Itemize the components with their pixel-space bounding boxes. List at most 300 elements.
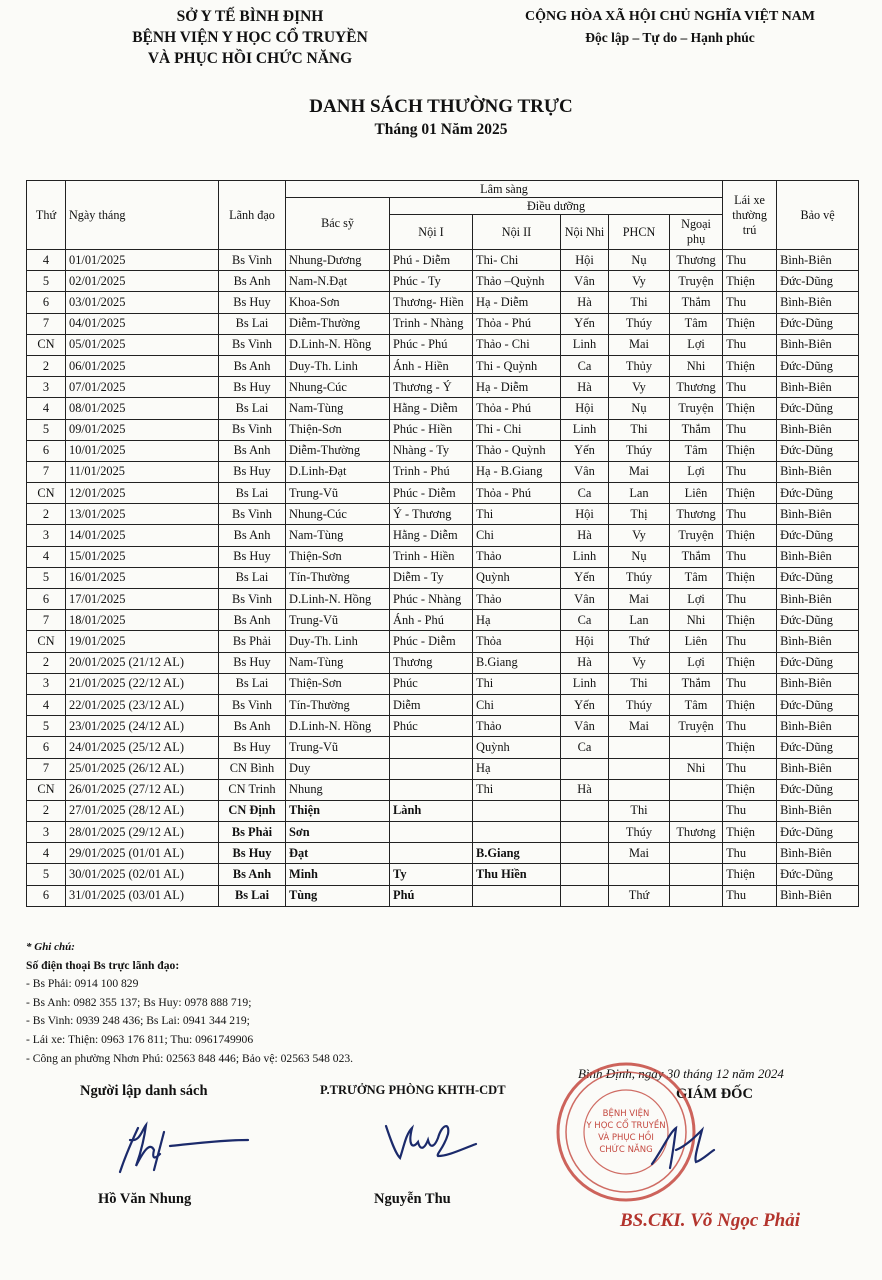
cell-ngay: 09/01/2025	[66, 419, 219, 440]
cell-phcn: Thi	[609, 800, 670, 821]
cell-bacsy: Thiện-Sơn	[286, 419, 390, 440]
cell-laixe: Thu	[723, 504, 777, 525]
cell-noinhi: Hội	[561, 250, 609, 271]
table-row	[27, 334, 859, 355]
cell-lanhdao: Bs Lai	[219, 673, 286, 694]
cell-ngay: 13/01/2025	[66, 504, 219, 525]
cell-phcn: Nụ	[609, 250, 670, 271]
cell-noi1: Ý - Thương	[390, 504, 473, 525]
table-row	[27, 461, 859, 482]
cell-ngay: 27/01/2025 (28/12 AL)	[66, 800, 219, 821]
cell-ngoaiphu: Tâm	[670, 440, 723, 461]
table-row	[27, 313, 859, 334]
cell-laixe: Thu	[723, 631, 777, 652]
notes-line: - Công an phường Nhơn Phú: 02563 848 446; Bảo vệ: 02563 548 023.	[26, 1051, 354, 1065]
cell-bacsy: Nhung-Cúc	[286, 377, 390, 398]
cell-noi2: Thi - Chi	[473, 419, 561, 440]
cell-baove: Đức-Dũng	[777, 822, 859, 843]
cell-noi1: Ánh - Hiền	[390, 355, 473, 376]
cell-noinhi: Hà	[561, 652, 609, 673]
table-row	[27, 885, 859, 906]
cell-baove: Đức-Dũng	[777, 694, 859, 715]
cell-noi1: Phúc - Diễm	[390, 483, 473, 504]
cell-lanhdao: CN Định	[219, 800, 286, 821]
cell-ngoaiphu: Thương	[670, 822, 723, 843]
cell-bacsy: Trung-Vũ	[286, 610, 390, 631]
col-phcn: PHCN	[609, 215, 670, 250]
cell-ngoaiphu: Truyện	[670, 398, 723, 419]
cell-phcn: Mai	[609, 461, 670, 482]
cell-baove: Bình-Biên	[777, 292, 859, 313]
cell-noi1: Diễm	[390, 694, 473, 715]
cell-baove: Đức-Dũng	[777, 355, 859, 376]
cell-lanhdao: Bs Lai	[219, 398, 286, 419]
cell-noinhi: Linh	[561, 546, 609, 567]
cell-lanhdao: Bs Huy	[219, 546, 286, 567]
cell-bacsy: Minh	[286, 864, 390, 885]
cell-baove: Đức-Dũng	[777, 567, 859, 588]
cell-noi2: Thảo	[473, 716, 561, 737]
cell-lanhdao: Bs Vinh	[219, 694, 286, 715]
cell-phcn: Mai	[609, 843, 670, 864]
cell-baove: Đức-Dũng	[777, 779, 859, 800]
cell-noinhi: Ca	[561, 483, 609, 504]
cell-noi1	[390, 737, 473, 758]
notes-heading: Số điện thoại Bs trực lãnh đạo:	[26, 958, 180, 972]
cell-bacsy: Thiện-Sơn	[286, 673, 390, 694]
cell-noi1: Phúc - Ty	[390, 271, 473, 292]
cell-noi2: Hạ - B.Giang	[473, 461, 561, 482]
table-row	[27, 377, 859, 398]
cell-baove: Đức-Dũng	[777, 610, 859, 631]
col-thu: Thứ	[27, 181, 66, 250]
cell-phcn: Thúy	[609, 440, 670, 461]
duty-table-body	[27, 250, 859, 907]
cell-lanhdao: Bs Anh	[219, 440, 286, 461]
duty-table	[26, 180, 859, 907]
cell-baove: Bình-Biên	[777, 631, 859, 652]
cell-phcn: Vy	[609, 525, 670, 546]
cell-noi2: Hạ - Diễm	[473, 377, 561, 398]
cell-baove: Bình-Biên	[777, 758, 859, 779]
cell-thu: 7	[27, 313, 66, 334]
cell-laixe: Thu	[723, 250, 777, 271]
cell-phcn: Vy	[609, 377, 670, 398]
col-noinhi: Nội Nhi	[561, 215, 609, 250]
cell-laixe: Thiện	[723, 271, 777, 292]
cell-lanhdao: Bs Huy	[219, 843, 286, 864]
cell-noi1: Phúc	[390, 716, 473, 737]
cell-laixe: Thu	[723, 800, 777, 821]
cell-bacsy: Sơn	[286, 822, 390, 843]
cell-ngoaiphu: Tâm	[670, 313, 723, 334]
cell-noi1: Nhàng - Ty	[390, 440, 473, 461]
cell-noi2: Thi- Chi	[473, 250, 561, 271]
cell-baove: Bình-Biên	[777, 800, 859, 821]
cell-ngoaiphu: Tâm	[670, 694, 723, 715]
cell-noinhi: Yến	[561, 694, 609, 715]
cell-thu: 6	[27, 589, 66, 610]
notes-line: - Bs Anh: 0982 355 137; Bs Huy: 0978 888 719;	[26, 995, 252, 1009]
cell-bacsy: Thiện-Sơn	[286, 546, 390, 567]
cell-ngoaiphu: Thắm	[670, 546, 723, 567]
cell-phcn: Thứ	[609, 885, 670, 906]
notes-line: - Bs Vinh: 0939 248 436; Bs Lai: 0941 344 219;	[26, 1014, 250, 1028]
cell-ngay: 08/01/2025	[66, 398, 219, 419]
cell-noinhi: Vân	[561, 716, 609, 737]
cell-thu: CN	[27, 631, 66, 652]
cell-lanhdao: Bs Lai	[219, 483, 286, 504]
notes-line: - Bs Phải: 0914 100 829	[26, 977, 139, 991]
cell-ngay: 26/01/2025 (27/12 AL)	[66, 779, 219, 800]
cell-noi2: Hạ - Diễm	[473, 292, 561, 313]
cell-lanhdao: Bs Huy	[219, 737, 286, 758]
cell-noi2: Thảo	[473, 589, 561, 610]
cell-ngay: 07/01/2025	[66, 377, 219, 398]
org-header	[95, 6, 405, 69]
cell-ngoaiphu: Nhi	[670, 758, 723, 779]
cell-noi1: Diễm - Ty	[390, 567, 473, 588]
cell-lanhdao: CN Trinh	[219, 779, 286, 800]
preparer-name: Hồ Văn Nhung	[98, 1191, 192, 1207]
cell-lanhdao: Bs Huy	[219, 652, 286, 673]
cell-ngay: 04/01/2025	[66, 313, 219, 334]
document-subtitle: Tháng 01 Năm 2025	[374, 121, 508, 138]
cell-laixe: Thiện	[723, 398, 777, 419]
cell-ngoaiphu: Lợi	[670, 334, 723, 355]
cell-noi1	[390, 779, 473, 800]
cell-thu: CN	[27, 334, 66, 355]
col-ngoaiphu: Ngoại phụ	[670, 215, 723, 250]
cell-noinhi: Ca	[561, 355, 609, 376]
cell-noinhi: Ca	[561, 610, 609, 631]
cell-thu: 6	[27, 737, 66, 758]
cell-noi2: Thi - Quỳnh	[473, 355, 561, 376]
cell-noinhi: Hà	[561, 525, 609, 546]
cell-laixe: Thu	[723, 334, 777, 355]
cell-lanhdao: Bs Anh	[219, 716, 286, 737]
cell-noi1: Ánh - Phú	[390, 610, 473, 631]
cell-noinhi	[561, 864, 609, 885]
cell-bacsy: Nhung-Dương	[286, 250, 390, 271]
cell-noi2: Thỏa - Phú	[473, 313, 561, 334]
cell-noinhi: Vân	[561, 271, 609, 292]
cell-laixe: Thiện	[723, 355, 777, 376]
col-lanhdao: Lãnh đạo	[219, 181, 286, 250]
cell-laixe: Thiện	[723, 779, 777, 800]
cell-baove: Đức-Dũng	[777, 525, 859, 546]
cell-phcn: Nụ	[609, 546, 670, 567]
nation-line-2: Độc lập – Tự do – Hạnh phúc	[585, 30, 755, 45]
cell-ngay: 05/01/2025	[66, 334, 219, 355]
cell-lanhdao: Bs Anh	[219, 271, 286, 292]
cell-baove: Đức-Dũng	[777, 652, 859, 673]
cell-noi1: Phúc - Phú	[390, 334, 473, 355]
cell-thu: 5	[27, 567, 66, 588]
cell-thu: 5	[27, 419, 66, 440]
cell-phcn: Vy	[609, 652, 670, 673]
cell-ngoaiphu: Thương	[670, 377, 723, 398]
cell-baove: Bình-Biên	[777, 885, 859, 906]
table-row	[27, 843, 859, 864]
cell-thu: 6	[27, 440, 66, 461]
cell-ngay: 16/01/2025	[66, 567, 219, 588]
cell-noi1: Ty	[390, 864, 473, 885]
cell-thu: 3	[27, 525, 66, 546]
table-row	[27, 758, 859, 779]
cell-phcn	[609, 864, 670, 885]
cell-noi2: B.Giang	[473, 843, 561, 864]
cell-noi2: Hạ	[473, 758, 561, 779]
stamp-line: Y HỌC CỔ TRUYỀN	[586, 1121, 666, 1131]
cell-laixe: Thu	[723, 716, 777, 737]
cell-lanhdao: CN Bình	[219, 758, 286, 779]
cell-thu: 3	[27, 822, 66, 843]
cell-ngay: 21/01/2025 (22/12 AL)	[66, 673, 219, 694]
cell-thu: 4	[27, 694, 66, 715]
col-baove: Bảo vệ	[777, 181, 859, 250]
cell-laixe: Thu	[723, 461, 777, 482]
cell-thu: 2	[27, 652, 66, 673]
cell-noinhi	[561, 885, 609, 906]
cell-ngay: 12/01/2025	[66, 483, 219, 504]
cell-phcn: Nụ	[609, 398, 670, 419]
cell-ngoaiphu	[670, 779, 723, 800]
cell-baove: Bình-Biên	[777, 419, 859, 440]
cell-lanhdao: Bs Anh	[219, 610, 286, 631]
cell-phcn: Mai	[609, 334, 670, 355]
cell-noi1: Hằng - Diễm	[390, 525, 473, 546]
cell-phcn: Thi	[609, 292, 670, 313]
table-row	[27, 504, 859, 525]
cell-ngoaiphu: Thắm	[670, 292, 723, 313]
cell-noi2: Quỳnh	[473, 737, 561, 758]
cell-phcn: Lan	[609, 610, 670, 631]
cell-laixe: Thiện	[723, 864, 777, 885]
cell-ngoaiphu	[670, 800, 723, 821]
col-bacsy: Bác sỹ	[286, 198, 390, 250]
cell-bacsy: D.Linh-N. Hồng	[286, 589, 390, 610]
org-line-2: BỆNH VIỆN Y HỌC CỔ TRUYỀN	[132, 29, 368, 46]
table-row	[27, 864, 859, 885]
cell-ngoaiphu: Truyện	[670, 271, 723, 292]
cell-noi1: Thương - Ý	[390, 377, 473, 398]
cell-lanhdao: Bs Vinh	[219, 419, 286, 440]
cell-thu: 4	[27, 843, 66, 864]
cell-laixe: Thiện	[723, 313, 777, 334]
col-laixe: Lái xe thường trú	[723, 181, 777, 250]
col-lamsang: Lâm sàng	[286, 181, 723, 198]
col-noi2: Nội II	[473, 215, 561, 250]
cell-ngoaiphu: Thương	[670, 504, 723, 525]
cell-laixe: Thiện	[723, 525, 777, 546]
table-row	[27, 398, 859, 419]
dept-name: Nguyễn Thu	[374, 1191, 451, 1207]
cell-noi1: Hằng - Diễm	[390, 398, 473, 419]
cell-ngay: 30/01/2025 (02/01 AL)	[66, 864, 219, 885]
table-row	[27, 652, 859, 673]
cell-noinhi: Vân	[561, 461, 609, 482]
cell-baove: Bình-Biên	[777, 673, 859, 694]
col-ngay: Ngày tháng	[66, 181, 219, 250]
cell-noi2: Thảo	[473, 546, 561, 567]
dept-signature	[378, 1114, 488, 1174]
cell-laixe: Thiện	[723, 483, 777, 504]
cell-bacsy: Nam-N.Đạt	[286, 271, 390, 292]
cell-noi1: Lành	[390, 800, 473, 821]
cell-ngoaiphu: Thắm	[670, 419, 723, 440]
cell-ngoaiphu: Lợi	[670, 461, 723, 482]
cell-lanhdao: Bs Vinh	[219, 250, 286, 271]
cell-bacsy: Diễm-Thường	[286, 440, 390, 461]
cell-ngay: 14/01/2025	[66, 525, 219, 546]
cell-bacsy: Đạt	[286, 843, 390, 864]
table-row	[27, 567, 859, 588]
cell-lanhdao: Bs Lai	[219, 313, 286, 334]
cell-thu: 7	[27, 758, 66, 779]
cell-bacsy: D.Linh-N. Hồng	[286, 716, 390, 737]
cell-bacsy: Tín-Thường	[286, 694, 390, 715]
cell-noi2: Thảo - Chi	[473, 334, 561, 355]
cell-bacsy: Nam-Tùng	[286, 398, 390, 419]
org-line-1: SỞ Y TẾ BÌNH ĐỊNH	[176, 8, 324, 25]
cell-ngay: 03/01/2025	[66, 292, 219, 313]
cell-phcn	[609, 737, 670, 758]
cell-ngay: 28/01/2025 (29/12 AL)	[66, 822, 219, 843]
table-row	[27, 779, 859, 800]
cell-bacsy: Tùng	[286, 885, 390, 906]
cell-noi2: Chi	[473, 525, 561, 546]
cell-lanhdao: Bs Huy	[219, 292, 286, 313]
cell-thu: 2	[27, 355, 66, 376]
cell-noinhi: Linh	[561, 419, 609, 440]
cell-ngay: 25/01/2025 (26/12 AL)	[66, 758, 219, 779]
cell-lanhdao: Bs Lai	[219, 885, 286, 906]
cell-bacsy: Diễm-Thường	[286, 313, 390, 334]
cell-noi1: Thương- Hiền	[390, 292, 473, 313]
cell-noi1: Phúc - Nhàng	[390, 589, 473, 610]
cell-bacsy: Trung-Vũ	[286, 737, 390, 758]
cell-noi2: Thỏa - Phú	[473, 398, 561, 419]
cell-bacsy: D.Linh-N. Hồng	[286, 334, 390, 355]
cell-noi1	[390, 822, 473, 843]
cell-phcn: Thúy	[609, 313, 670, 334]
cell-laixe: Thiện	[723, 737, 777, 758]
cell-baove: Đức-Dũng	[777, 864, 859, 885]
cell-bacsy: Khoa-Sơn	[286, 292, 390, 313]
cell-noi2: Chi	[473, 694, 561, 715]
cell-noi2	[473, 885, 561, 906]
cell-ngay: 29/01/2025 (01/01 AL)	[66, 843, 219, 864]
cell-thu: CN	[27, 483, 66, 504]
cell-bacsy: Duy	[286, 758, 390, 779]
cell-noinhi	[561, 843, 609, 864]
cell-baove: Đức-Dũng	[777, 483, 859, 504]
cell-bacsy: Duy-Th. Linh	[286, 631, 390, 652]
cell-laixe: Thu	[723, 885, 777, 906]
cell-baove: Đức-Dũng	[777, 271, 859, 292]
table-row	[27, 631, 859, 652]
cell-phcn: Thủy	[609, 355, 670, 376]
cell-lanhdao: Bs Anh	[219, 525, 286, 546]
cell-thu: 3	[27, 673, 66, 694]
cell-ngoaiphu: Lợi	[670, 652, 723, 673]
cell-noinhi: Hà	[561, 779, 609, 800]
cell-lanhdao: Bs Huy	[219, 461, 286, 482]
cell-baove: Đức-Dũng	[777, 737, 859, 758]
cell-baove: Đức-Dũng	[777, 398, 859, 419]
cell-ngay: 15/01/2025	[66, 546, 219, 567]
cell-laixe: Thu	[723, 419, 777, 440]
cell-noinhi: Hà	[561, 377, 609, 398]
cell-baove: Bình-Biên	[777, 250, 859, 271]
cell-thu: 6	[27, 292, 66, 313]
cell-noinhi	[561, 822, 609, 843]
cell-lanhdao: Bs Vinh	[219, 504, 286, 525]
cell-ngay: 01/01/2025	[66, 250, 219, 271]
table-row	[27, 250, 859, 271]
table-row	[27, 737, 859, 758]
cell-noi1: Trinh - Nhàng	[390, 313, 473, 334]
cell-ngay: 02/01/2025	[66, 271, 219, 292]
table-row	[27, 483, 859, 504]
cell-noi1	[390, 758, 473, 779]
cell-noinhi: Yến	[561, 440, 609, 461]
cell-noi1: Trinh - Phú	[390, 461, 473, 482]
cell-ngay: 10/01/2025	[66, 440, 219, 461]
cell-noi2: Hạ	[473, 610, 561, 631]
cell-ngoaiphu: Thương	[670, 250, 723, 271]
cell-laixe: Thiện	[723, 610, 777, 631]
org-line-3: VÀ PHỤC HỒI CHỨC NĂNG	[147, 50, 353, 67]
cell-ngoaiphu: Thắm	[670, 673, 723, 694]
cell-noinhi: Vân	[561, 589, 609, 610]
cell-bacsy: Nhung-Cúc	[286, 504, 390, 525]
cell-noi2: Thu Hiền	[473, 864, 561, 885]
cell-ngoaiphu	[670, 864, 723, 885]
cell-thu: 7	[27, 461, 66, 482]
cell-lanhdao: Bs Phải	[219, 822, 286, 843]
cell-noi2: Thảo –Quỳnh	[473, 271, 561, 292]
cell-phcn: Vy	[609, 271, 670, 292]
cell-bacsy: Nam-Tùng	[286, 652, 390, 673]
cell-laixe: Thiện	[723, 440, 777, 461]
table-row	[27, 716, 859, 737]
cell-phcn: Thi	[609, 419, 670, 440]
cell-ngay: 19/01/2025	[66, 631, 219, 652]
cell-noinhi: Yến	[561, 567, 609, 588]
cell-ngay: 11/01/2025	[66, 461, 219, 482]
cell-phcn: Thứ	[609, 631, 670, 652]
document-title: DANH SÁCH THƯỜNG TRỰC	[309, 96, 573, 117]
cell-thu: 7	[27, 610, 66, 631]
cell-laixe: Thu	[723, 589, 777, 610]
cell-baove: Bình-Biên	[777, 716, 859, 737]
cell-ngay: 24/01/2025 (25/12 AL)	[66, 737, 219, 758]
cell-thu: 2	[27, 504, 66, 525]
cell-ngoaiphu: Liên	[670, 483, 723, 504]
cell-noinhi: Hà	[561, 292, 609, 313]
cell-noinhi	[561, 800, 609, 821]
stamp-line: BỆNH VIỆN	[602, 1109, 650, 1119]
cell-noinhi: Hội	[561, 398, 609, 419]
notes-title: * Ghi chú:	[26, 941, 75, 953]
cell-baove: Bình-Biên	[777, 461, 859, 482]
cell-phcn: Thúy	[609, 694, 670, 715]
cell-noi2: Thỏa - Phú	[473, 483, 561, 504]
table-row	[27, 292, 859, 313]
cell-bacsy: Nam-Tùng	[286, 525, 390, 546]
